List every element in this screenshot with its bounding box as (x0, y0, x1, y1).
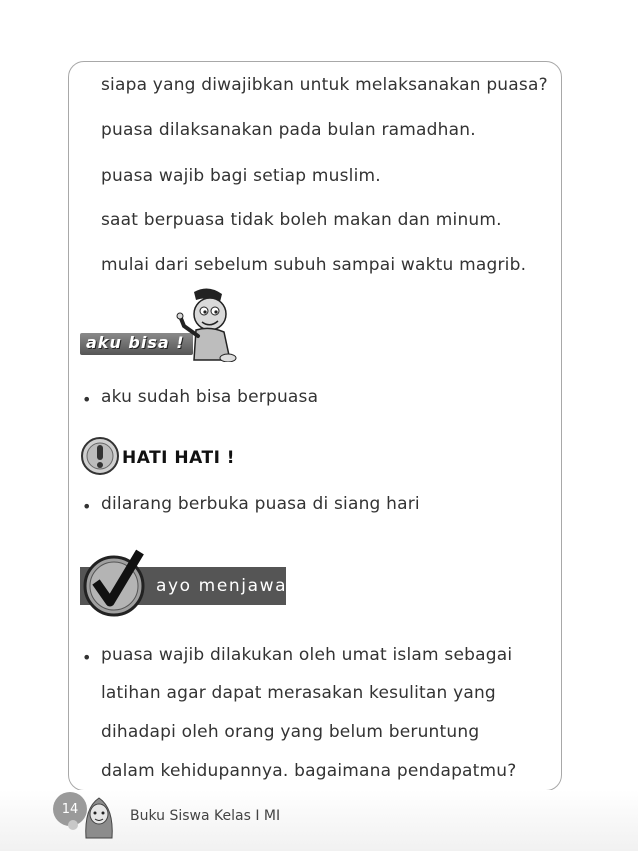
bullet-icon: • (82, 497, 92, 516)
exclamation-icon (80, 436, 120, 476)
text-line: siapa yang diwajibkan untuk melaksanakan puasa? (101, 75, 548, 95)
text-line: puasa wajib bagi setiap muslim. (101, 166, 381, 186)
paragraph-line: dihadapi oleh orang yang belum beruntung (101, 722, 480, 742)
hati-hati-label: HATI HATI ! (122, 448, 236, 468)
hati-hati-item: dilarang berbuka puasa di siang hari (101, 494, 420, 514)
bullet-icon: • (82, 390, 92, 409)
ayo-menjawab-label: ayo menjawab (156, 576, 300, 596)
paragraph-line: puasa wajib dilakukan oleh umat islam sebagai (101, 645, 513, 665)
decorative-dot (68, 820, 78, 830)
text-line: puasa dilaksanakan pada bulan ramadhan. (101, 120, 476, 140)
aku-bisa-label: aku bisa ! (86, 333, 185, 352)
page-number: 14 (53, 792, 87, 826)
book-title: Buku Siswa Kelas I MI (130, 808, 281, 824)
bullet-icon: • (82, 648, 92, 667)
text-line: mulai dari sebelum subuh sampai waktu magrib. (101, 255, 527, 275)
checkmark-icon (78, 548, 158, 618)
aku-bisa-item: aku sudah bisa berpuasa (101, 387, 319, 407)
text-line: saat berpuasa tidak boleh makan dan minum. (101, 210, 502, 230)
girl-hijab-icon (82, 794, 116, 840)
paragraph-line: dalam kehidupannya. bagaimana pendapatmu? (101, 761, 517, 781)
paragraph-line: latihan agar dapat merasakan kesulitan yang (101, 683, 496, 703)
boy-pointing-icon (172, 286, 238, 362)
